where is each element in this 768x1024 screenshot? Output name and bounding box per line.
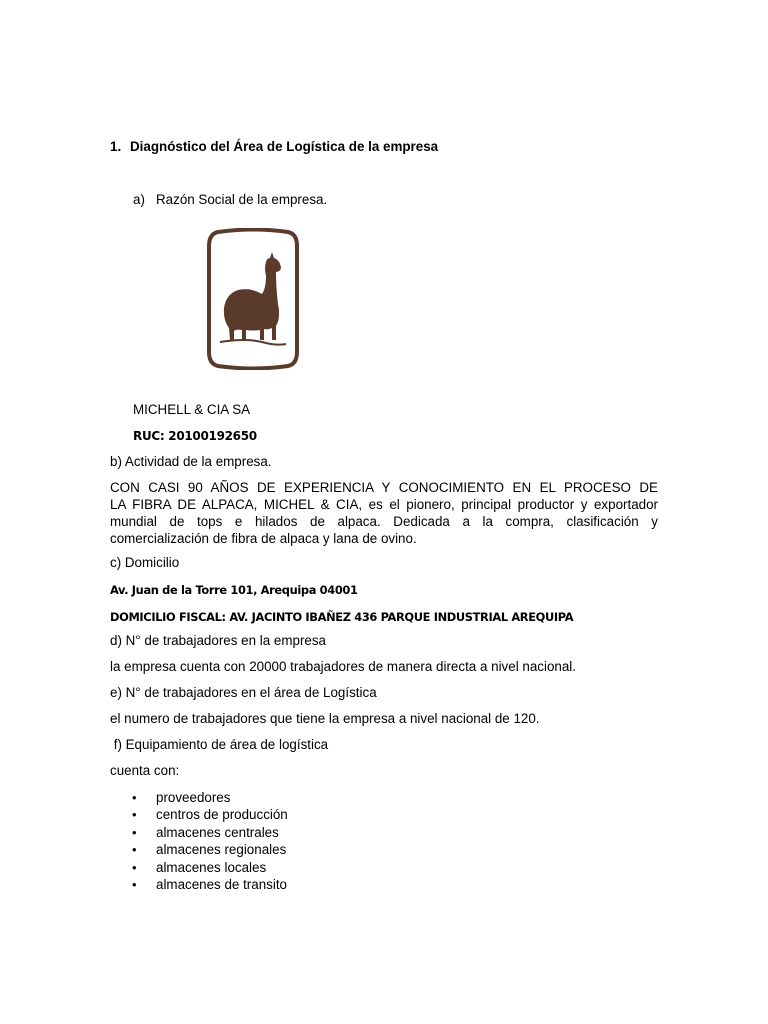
list-item-text: centros de producción [156,807,288,823]
actividad-paragraph [110,479,658,547]
domicilio-fiscal: DOMICILIO FISCAL: AV. JACINTO IBAÑEZ 436 PARQUE INDUSTRIAL AREQUIPA [110,610,574,624]
list-item [110,859,288,876]
equipamiento-label: f) Equipamiento de área de logística [110,737,329,752]
actividad-label: b) Actividad de la empresa. [110,454,272,469]
company-name: MICHELL & CIA SA [133,402,251,417]
actividad-line: mundial de tops e hilados de alpaca. Dedicada a la compra, clasificación y [110,514,658,529]
equipamiento-list [110,789,288,893]
actividad-line: LA FIBRA DE ALPACA, MICHEL & CIA, es el pionero, principal productor y exportador [110,497,658,512]
company-ruc: RUC: 20100192650 [133,429,257,443]
actividad-line: CON CASI 90 AÑOS DE EXPERIENCIA Y CONOCIMIENTO EN EL PROCESO DE [110,480,658,495]
bullet-icon: • [132,824,137,840]
list-item-text: almacenes de transito [156,876,288,892]
bullet-icon: • [132,876,137,892]
alpaca-logo-icon [206,228,300,370]
equipamiento-intro: cuenta con: [110,763,180,778]
list-item-text: almacenes regionales [156,842,287,858]
razon-social-marker: a) [133,192,145,207]
list-item [110,806,288,823]
trabajadores-label: d) N° de trabajadores en la empresa [110,633,327,648]
trabajadores-logistica-text: el numero de trabajadores que tiene la empresa a nivel nacional de 120. [110,711,540,726]
bullet-icon: • [132,807,137,823]
bullet-icon: • [132,790,137,805]
razon-social-label: Razón Social de la empresa. [156,192,328,207]
section-heading [110,139,438,155]
list-item [110,789,288,806]
domicilio-address: Av. Juan de la Torre 101, Arequipa 04001 [110,583,358,597]
razon-social-heading [133,192,327,208]
section-title: Diagnóstico del Área de Logística de la empresa [130,139,439,154]
bullet-icon: • [132,842,137,858]
bullet-icon: • [132,859,137,875]
section-number: 1. [110,139,122,154]
trabajadores-logistica-label: e) N° de trabajadores en el área de Logística [110,685,377,700]
list-item-text: almacenes centrales [156,824,279,840]
domicilio-label: c) Domicilio [110,555,180,570]
trabajadores-text: la empresa cuenta con 20000 trabajadores de manera directa a nivel nacional. [110,659,576,674]
list-item [110,824,288,841]
list-item [110,876,288,893]
list-item-text: almacenes locales [156,859,267,875]
list-item-text: proveedores [156,790,231,805]
list-item [110,841,288,858]
actividad-line: comercialización de fibra de alpaca y lana de ovino. [110,531,417,546]
